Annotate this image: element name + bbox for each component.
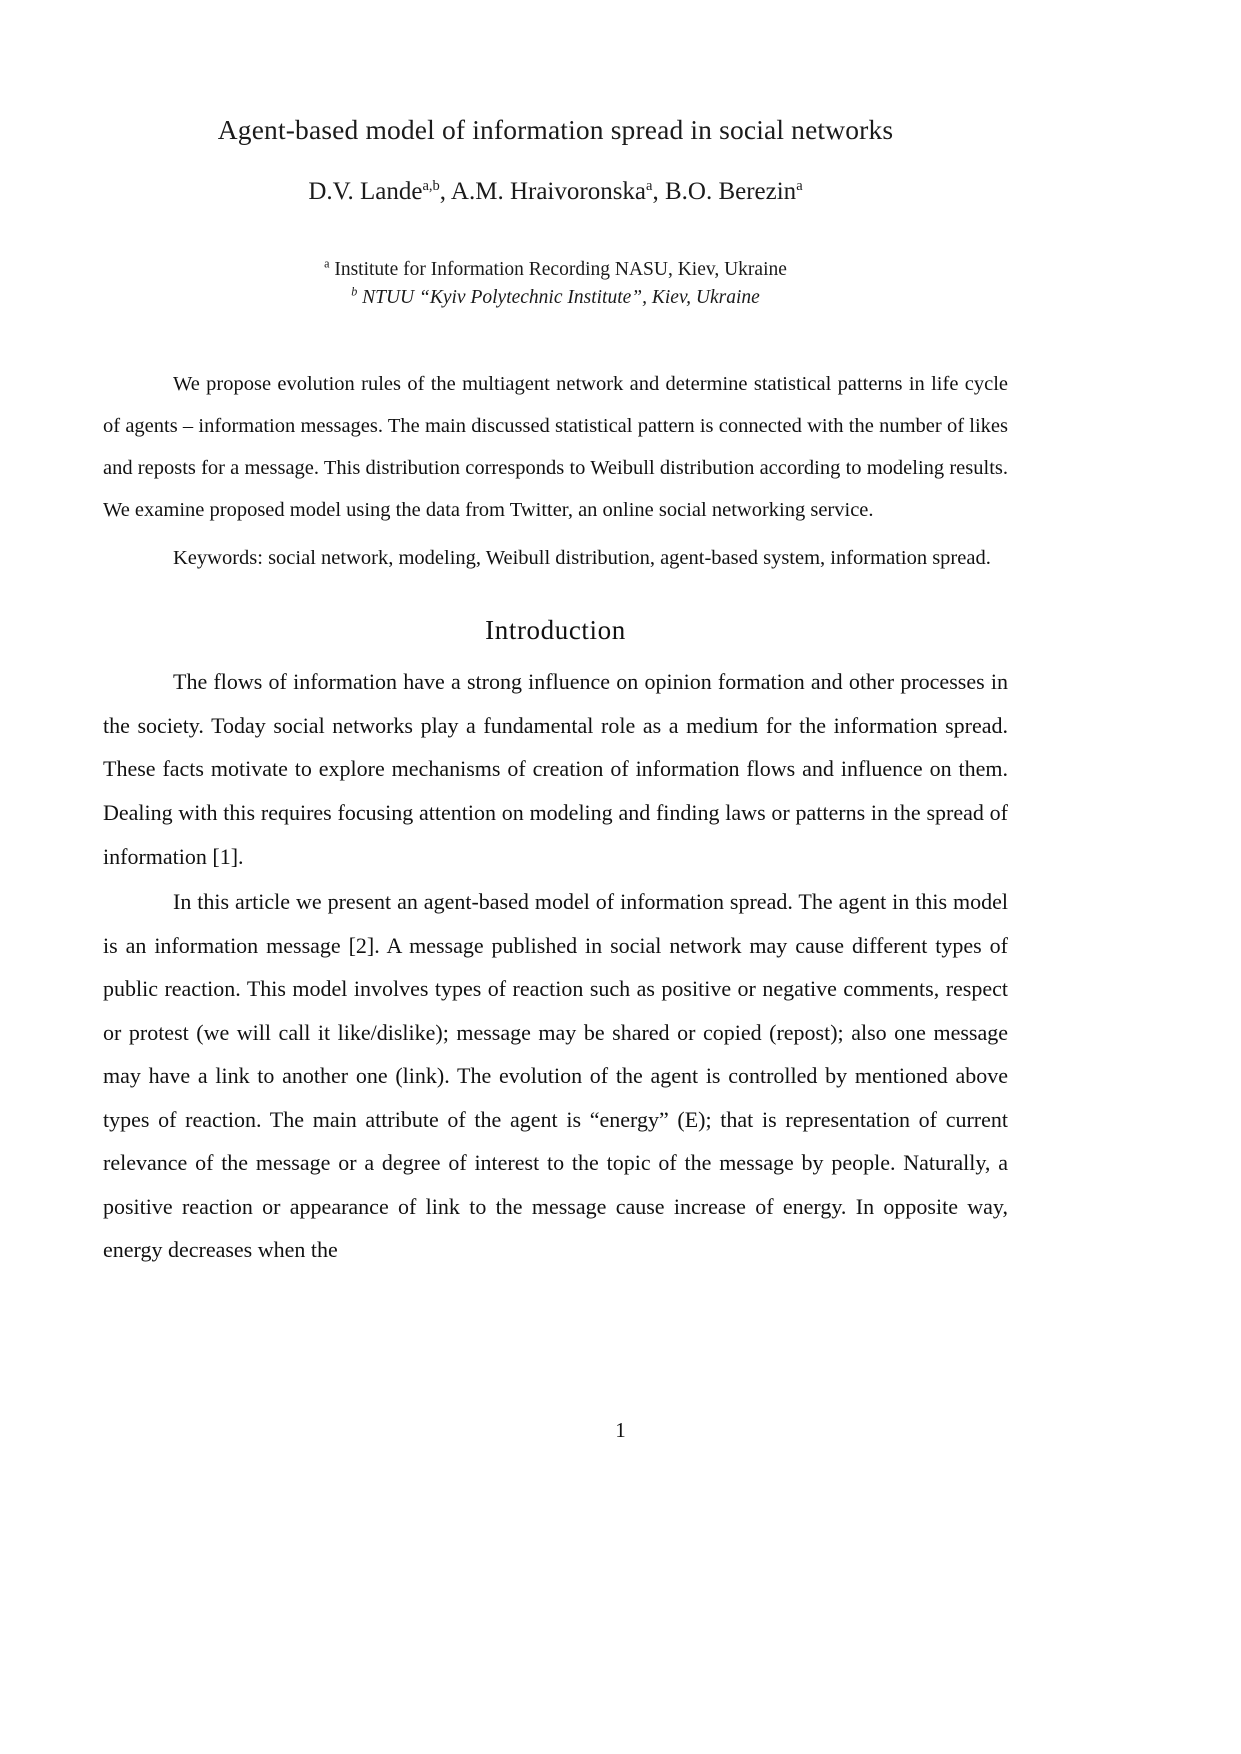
author-name: D.V. Lande [308, 178, 423, 206]
affiliation-list [103, 209, 1008, 311]
page-content [103, 0, 1008, 1272]
abstract-text: We propose evolution rules of the multiagent network and determine statistical patterns in life cycle of agents – information messages. The main discussed statistical pattern is connected with the number of likes and reposts for a message. This distribution corresponds to Weibull distribution according to modeling results. We examine proposed model using the data from Twitter, an online social networking service. [103, 373, 1008, 522]
keywords-line: Keywords: social network, modeling, Weibull distribution, agent-based system, information spread. [173, 547, 991, 570]
affiliation-mark: a [324, 256, 330, 271]
affiliation-item [103, 256, 1008, 284]
affiliation-text: NTUU “Kyiv Polytechnic Institute”, Kiev, Ukraine [362, 286, 760, 308]
affiliation-item [103, 284, 1008, 312]
affiliation-text: Institute for Information Recording NASU, Kiev, Ukraine [334, 258, 787, 280]
page-number: 1 [615, 1418, 626, 1442]
author-list [103, 147, 1008, 209]
page-title: Agent-based model of information spread in social networks [217, 114, 894, 145]
author-affiliation-mark: a [796, 178, 803, 195]
author-affiliation-mark: a,b [422, 178, 440, 195]
affiliation-mark: b [351, 284, 358, 299]
author-separator: , [652, 178, 665, 206]
author-name: A.M. Hraivoronska [450, 178, 647, 206]
author-affiliation-mark: a [646, 178, 653, 195]
section-heading-introduction: Introduction [485, 615, 626, 646]
author-separator: , [439, 178, 451, 206]
body-paragraph: The flows of information have a strong influence on opinion formation and other processes in the society. Today social networks play a fundamental role as a medium for the information spread. These facts motivate to explore mechanisms of creation of information flows and influence on them. Dealing with this requires focusing attention on modeling and finding laws or patterns in the spread of information [1]. [103, 669, 1008, 869]
author-name: B.O. Berezin [664, 178, 797, 206]
body-paragraph: In this article we present an agent-based model of information spread. The agent in this model is an information message [2]. A message published in social network may cause different types of public reaction. This model involves types of reaction such as positive or negative comments, respect or protest (we will call it like/dislike); message may be shared or copied (repost); also one message may have a link to another one (link). The evolution of the agent is controlled by mentioned above types of reaction. The main attribute of the agent is “energy” (E); that is representation of current relevance of the message or a degree of interest to the topic of the message by people. Naturally, a positive reaction or appearance of link to the message cause increase of energy. In opposite way, energy decreases when the [103, 889, 1008, 1263]
